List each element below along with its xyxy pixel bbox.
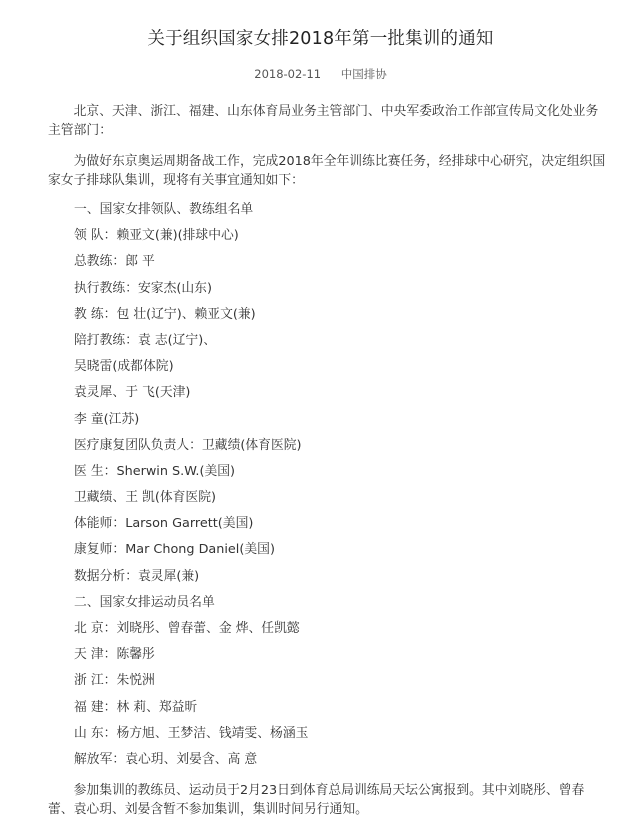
roster-line: 领 队：赖亚文(兼)(排球中心): [74, 228, 239, 244]
roster-line: 体能师：Larson Garrett(美国): [74, 516, 254, 532]
section-heading-staff: 一、国家女排领队、教练组名单: [74, 202, 254, 217]
roster-list: [74, 197, 607, 773]
roster-line: 总教练：郎 平: [74, 254, 155, 270]
roster-line: 袁灵犀、于 飞(天津): [74, 385, 191, 401]
roster-line: 卫藏绩、王 凯(体育医院): [74, 490, 217, 506]
article-body: [48, 94, 607, 819]
article-meta: [34, 65, 607, 83]
roster-line: 医 生：Sherwin S.W.(美国): [74, 463, 236, 479]
roster-line: 执行教练：安家杰(山东): [74, 280, 212, 296]
roster-line: 数据分析：袁灵犀(兼): [74, 568, 200, 584]
roster-line: 教 练：包 壮(辽宁)、赖亚文(兼): [74, 306, 256, 322]
section-heading-athletes: 二、国家女排运动员名单: [74, 594, 215, 610]
article-source: 中国排协: [340, 67, 387, 81]
roster-line: 北 京：刘晓彤、曾春蕾、金 烨、任凯懿: [74, 621, 300, 636]
roster-line: 福 建：林 莉、郑益昕: [74, 699, 198, 715]
roster-line: 浙 江：朱悦洲: [74, 673, 155, 689]
closing-paragraph: 参加集训的教练员、运动员于2月23日到体育总局训练局天坛公寓报到。其中刘晓彤、曾春蕾、袁心玥、刘晏含暂不参加集训，集训时间另行通知。: [48, 783, 585, 818]
roster-line: 康复师：Mar Chong Daniel(美国): [74, 542, 275, 558]
roster-line: 天 津：陈馨彤: [74, 647, 155, 663]
article-date: 2018-02-11: [254, 67, 322, 81]
roster-line: 解放军：袁心玥、刘晏含、高 意: [74, 751, 258, 767]
roster-line: 吴晓雷(成都体院): [74, 359, 174, 375]
intro-paragraph: 为做好东京奥运周期备战工作，完成2018年全年训练比赛任务，经排球中心研究，决定组织国家女子排球队集训，现将有关事宜通知如下：: [48, 154, 606, 188]
article-title: 关于组织国家女排2018年第一批集训的通知: [147, 29, 494, 49]
roster-line: 陪打教练：袁 志(辽宁)、: [74, 332, 217, 348]
roster-line: 李 童(江苏): [74, 411, 140, 427]
salutation-paragraph: 北京、天津、浙江、福建、山东体育局业务主管部门、中央军委政治工作部宣传局文化处业务主管部门：: [48, 104, 599, 138]
roster-line: 山 东：杨方旭、王梦洁、钱靖雯、杨涵玉: [74, 725, 309, 741]
roster-line: 医疗康复团队负责人：卫藏绩(体育医院): [74, 437, 302, 453]
